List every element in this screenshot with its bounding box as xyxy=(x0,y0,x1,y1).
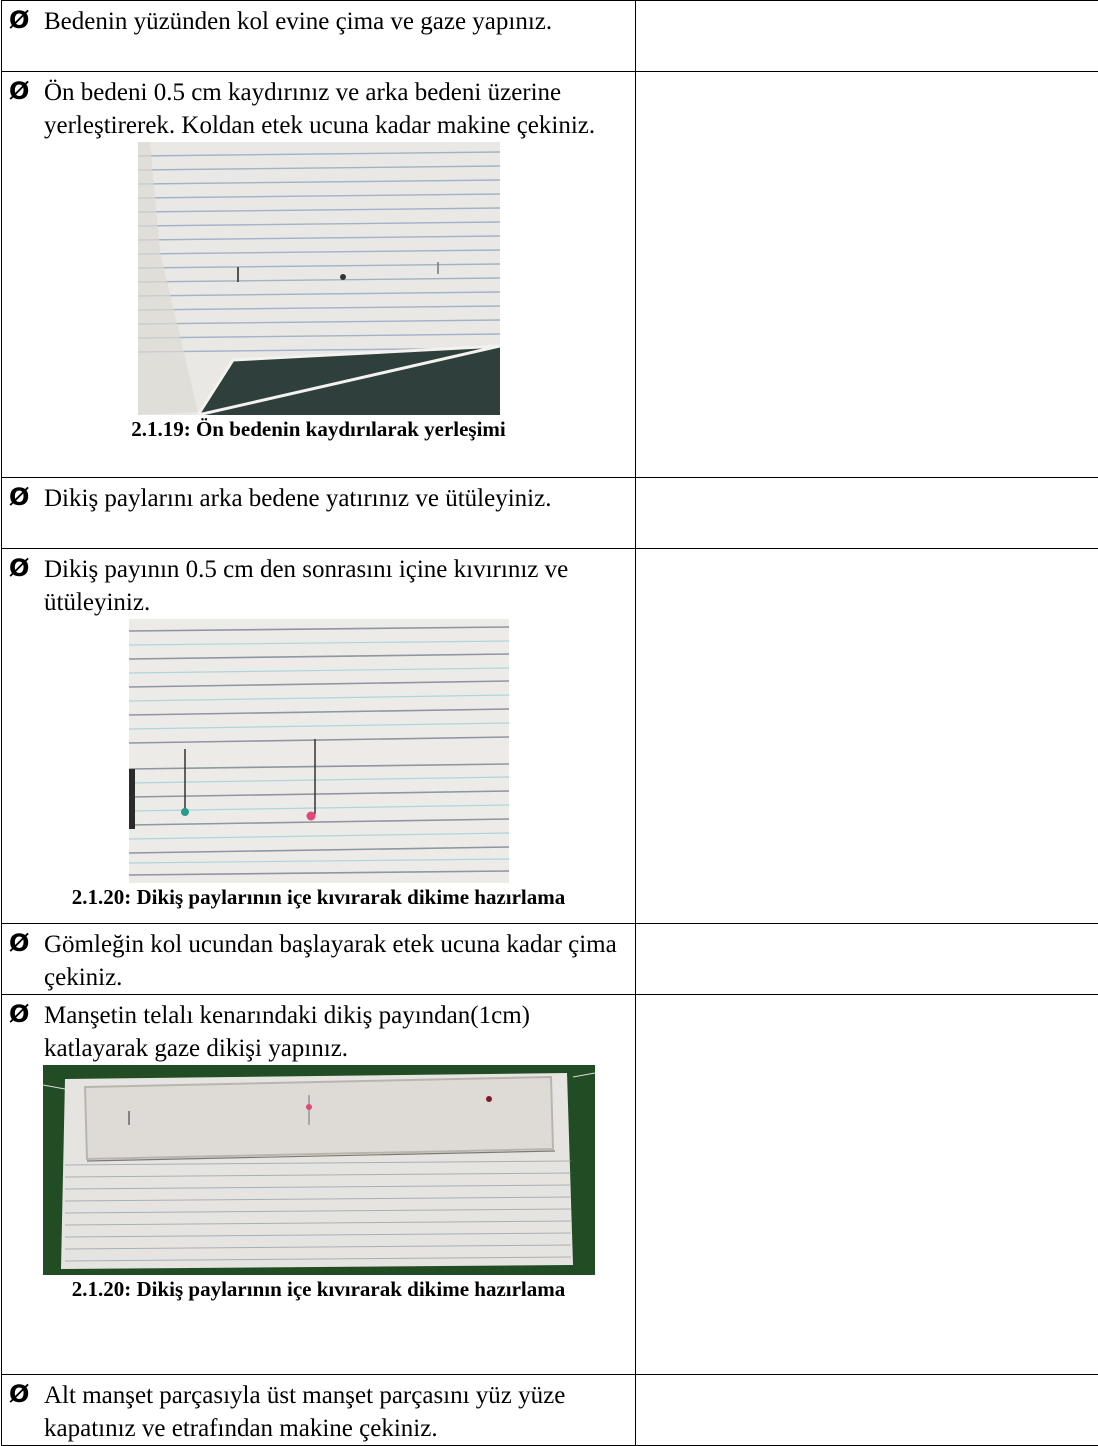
step-row-2 xyxy=(2,72,1098,478)
step-text-1: Bedenin yüzünden kol evine çima ve gaze yapınız. xyxy=(44,8,553,35)
figure-2-1-20-b xyxy=(2,1065,635,1275)
step-cell-7 xyxy=(2,1375,636,1446)
bullet-icon: Ø xyxy=(9,554,30,582)
step-cell-1 xyxy=(2,1,636,72)
figure-caption: 2.1.20: Dikiş paylarının içe kıvırarak dikime hazırlama xyxy=(71,1277,566,1301)
step-row-4 xyxy=(2,549,1098,924)
step-text-3: Dikiş paylarını arka bedene yatırınız ve ütüleyiniz. xyxy=(44,485,552,512)
notes-cell-6 xyxy=(636,995,1098,1375)
step-row-6 xyxy=(2,995,1098,1375)
notes-cell-7 xyxy=(636,1375,1098,1446)
photo-cuff-gaze-stitch xyxy=(43,1065,595,1275)
notes-cell-3 xyxy=(636,478,1098,549)
figure-caption: 2.1.19: Ön bedenin kaydırılarak yerleşimi xyxy=(131,417,506,441)
notes-cell-4 xyxy=(636,549,1098,924)
step-text-4: Dikiş payının 0.5 cm den sonrasını içine kıvırınız ve ütüleyiniz. xyxy=(44,556,569,616)
notes-cell-1 xyxy=(636,1,1098,72)
step-row-7 xyxy=(2,1375,1098,1446)
steps-table xyxy=(1,0,1098,1446)
step-row-5 xyxy=(2,924,1098,995)
bullet-icon: Ø xyxy=(9,77,30,105)
step-text-7: Alt manşet parçasıyla üst manşet parçasını yüz yüze kapatınız ve etrafından makine çekiniz. xyxy=(44,1382,566,1442)
step-text-6: Manşetin telalı kenarındaki dikiş payından(1cm) katlayarak gaze dikişi yapınız. xyxy=(44,1002,530,1062)
figure-caption: 2.1.20: Dikiş paylarının içe kıvırarak dikime hazırlama xyxy=(71,885,566,909)
step-text-2: Ön bedeni 0.5 cm kaydırınız ve arka bedeni üzerine yerleştirerek. Koldan etek ucuna kadar makine çekiniz. xyxy=(44,79,596,139)
figure-2-1-20-a xyxy=(2,619,635,883)
bullet-icon: Ø xyxy=(9,6,30,34)
figure-2-1-19 xyxy=(2,142,635,415)
step-cell-2 xyxy=(2,72,636,478)
step-cell-5 xyxy=(2,924,636,995)
step-row-3 xyxy=(2,478,1098,549)
bullet-icon: Ø xyxy=(9,1000,30,1028)
bullet-icon: Ø xyxy=(9,929,30,957)
bullet-icon: Ø xyxy=(9,483,30,511)
step-cell-4 xyxy=(2,549,636,924)
step-cell-3 xyxy=(2,478,636,549)
step-row-1 xyxy=(2,1,1098,72)
notes-cell-5 xyxy=(636,924,1098,995)
step-cell-6 xyxy=(2,995,636,1375)
notes-cell-2 xyxy=(636,72,1098,478)
step-text-5: Gömleğin kol ucundan başlayarak etek ucuna kadar çima çekiniz. xyxy=(44,931,617,991)
photo-folded-seam-allowance xyxy=(129,619,509,883)
bullet-icon: Ø xyxy=(9,1380,30,1408)
photo-front-body-placement xyxy=(138,142,500,415)
